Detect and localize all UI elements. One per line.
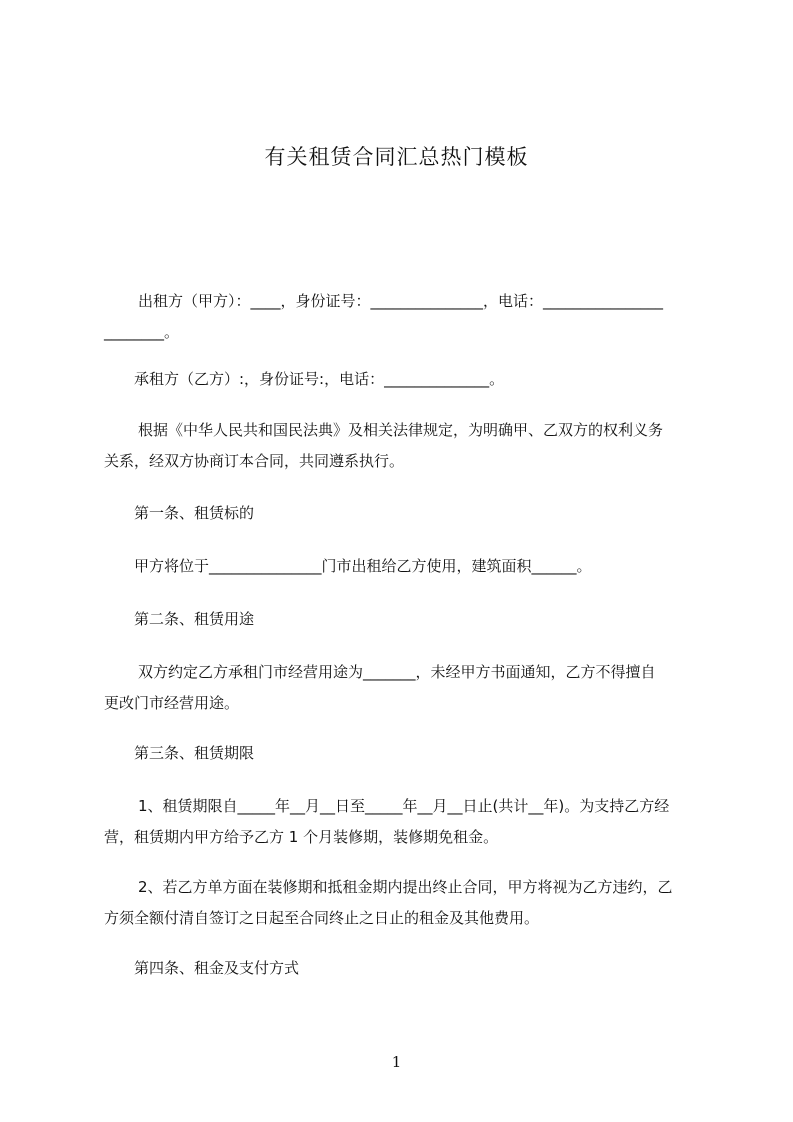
- page-number: 1: [391, 1053, 402, 1071]
- article-1-heading-text: 第一条、租赁标的: [134, 504, 255, 522]
- article-1-body: [104, 551, 704, 582]
- article-1-body-text: 甲方将位于_______________门市出租给乙方使用，建筑面积______。: [134, 557, 592, 575]
- article-4-heading-text: 第四条、租金及支付方式: [134, 959, 300, 977]
- article-2-heading-text: 第二条、租赁用途: [134, 610, 255, 628]
- article-3-heading: [104, 738, 704, 769]
- article-2-heading: [104, 604, 704, 635]
- article-3-item-1-line-1: 1、租赁期限自_____年__月__日至_____年__月__日止(共计__年)。为支持乙方经: [138, 797, 670, 815]
- document-title: 有关租赁合同汇总热门模板: [264, 145, 529, 169]
- basis-line-2: 关系，经双方协商订本合同，共同遵系执行。: [104, 452, 405, 470]
- article-1-heading: [104, 498, 704, 529]
- article-3-item-2-line-2: 方须全额付清自签订之日起至合同终止之日止的租金及其他费用。: [104, 909, 540, 927]
- article-3-item-1-line-2: 营，租赁期内甲方给予乙方 1 个月装修期，装修期免租金。: [104, 828, 499, 846]
- basis-paragraph: [104, 415, 704, 477]
- lessee-line: 承租方（乙方）:，身份证号:，电话：______________。: [134, 370, 505, 388]
- lessee-paragraph: [104, 364, 704, 395]
- article-3-heading-text: 第三条、租赁期限: [134, 744, 255, 762]
- article-3-item-1: [104, 791, 704, 853]
- lessor-paragraph: [104, 286, 704, 348]
- article-2-body: [104, 657, 704, 719]
- article-3-item-2: [104, 872, 704, 934]
- article-3-item-2-line-1: 2、若乙方单方面在装修期和抵租金期内提出终止合同，甲方将视为乙方违约，乙: [138, 878, 673, 896]
- article-2-line-2: 更改门市经营用途。: [104, 694, 240, 712]
- lessor-line-2: ________。: [104, 323, 180, 341]
- article-4-heading: [104, 953, 704, 984]
- lessor-line-1: 出租方（甲方）：____，身份证号：_______________，电话：________________: [138, 292, 664, 310]
- article-2-line-1: 双方约定乙方承租门市经营用途为_______，未经甲方书面通知，乙方不得擅自: [138, 663, 656, 681]
- basis-line-1: 根据《中华人民共和国民法典》及相关法律规定，为明确甲、乙双方的权利义务: [138, 421, 664, 439]
